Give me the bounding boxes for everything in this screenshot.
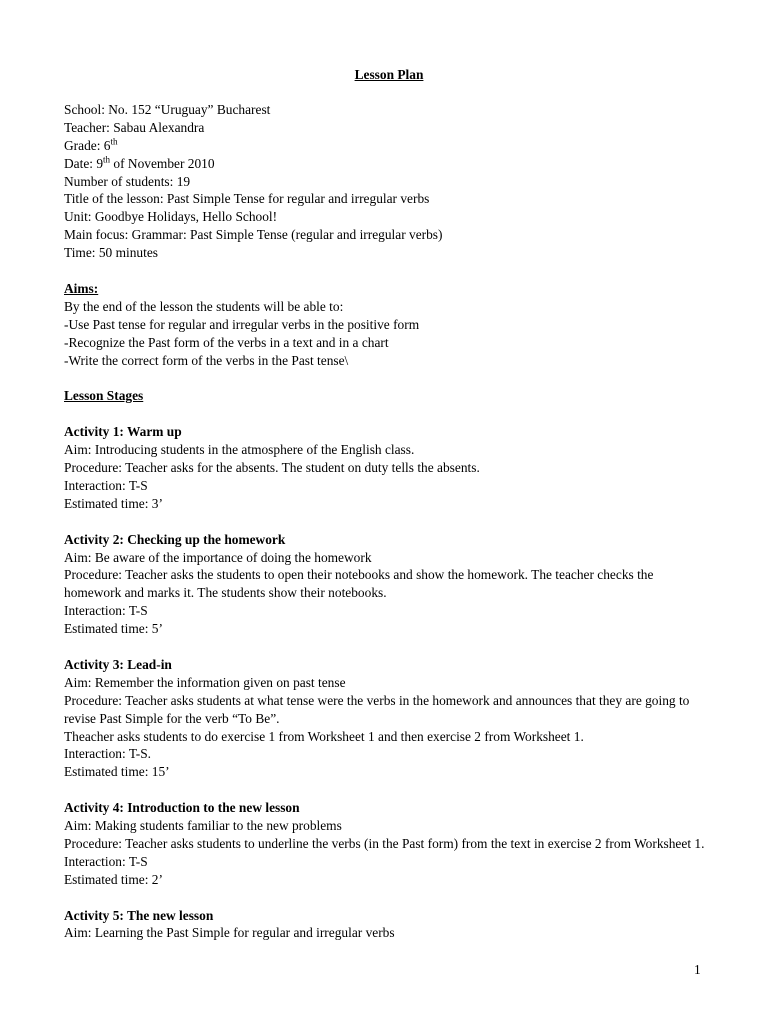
students-line: Number of students: 19 xyxy=(64,173,191,189)
activity-interaction: Interaction: T-S xyxy=(64,853,148,869)
activity-procedure: Procedure: Teacher asks students to underline the verbs (in the Past form) from the text in exercise 2 from Worksheet 1. xyxy=(64,835,705,851)
unit-line: Unit: Goodbye Holidays, Hello School! xyxy=(64,209,278,225)
activity-time: Estimated time: 5’ xyxy=(64,621,163,637)
page-number: 1 xyxy=(694,962,701,977)
time-line: Time: 50 minutes xyxy=(64,245,158,261)
date-rest: of November 2010 xyxy=(110,155,215,171)
activity-title: Activity 5: The new lesson xyxy=(64,907,214,923)
activity-time: Estimated time: 15’ xyxy=(64,764,170,780)
aims-item: -Write the correct form of the verbs in the Past tense\ xyxy=(64,352,349,368)
activity-time: Estimated time: 3’ xyxy=(64,495,163,511)
aims-item: -Recognize the Past form of the verbs in a text and in a chart xyxy=(64,334,389,350)
activity-aim: Aim: Learning the Past Simple for regular and irregular verbs xyxy=(64,925,395,941)
activity-procedure: Procedure: Teacher asks the students to open their notebooks and show the homework. The teacher checks the homework and marks it. The students show their notebooks. xyxy=(64,567,654,601)
grade-line xyxy=(64,137,714,155)
teacher-line: Teacher: Sabau Alexandra xyxy=(64,119,205,135)
grade-sup: th xyxy=(110,136,118,147)
aims-heading: Aims: xyxy=(64,280,99,296)
activity-interaction: Interaction: T-S xyxy=(64,603,148,619)
activity-title: Activity 2: Checking up the homework xyxy=(64,531,286,547)
document-page xyxy=(64,66,714,942)
activity-title: Activity 3: Lead-in xyxy=(64,656,172,672)
activity-time: Estimated time: 2’ xyxy=(64,871,163,887)
aims-intro: By the end of the lesson the students will be able to: xyxy=(64,298,344,314)
activity-aim: Aim: Be aware of the importance of doing the homework xyxy=(64,549,372,565)
school-line: School: No. 152 “Uruguay” Bucharest xyxy=(64,101,271,117)
stages-heading: Lesson Stages xyxy=(64,388,144,404)
date-day: Date: 9 xyxy=(64,155,104,171)
activity-aim: Aim: Remember the information given on past tense xyxy=(64,674,346,690)
focus-line: Main focus: Grammar: Past Simple Tense (regular and irregular verbs) xyxy=(64,227,443,243)
activity-procedure: Procedure: Teacher asks for the absents. The student on duty tells the absents. xyxy=(64,459,480,475)
activity-title: Activity 4: Introduction to the new lesson xyxy=(64,800,300,816)
date-line xyxy=(64,155,714,173)
activity-extra: Theacher asks students to do exercise 1 from Worksheet 1 and then exercise 2 from Worksheet 1. xyxy=(64,728,584,744)
activity-interaction: Interaction: T-S. xyxy=(64,746,152,762)
activity-aim: Aim: Making students familiar to the new problems xyxy=(64,818,342,834)
lesson-title-line: Title of the lesson: Past Simple Tense for regular and irregular verbs xyxy=(64,191,430,207)
activity-procedure: Procedure: Teacher asks students at what tense were the verbs in the homework and announces that they are going to revise Past Simple for the verb “To Be”. xyxy=(64,692,690,726)
activity-title: Activity 1: Warm up xyxy=(64,424,182,440)
grade-text: Grade: 6 xyxy=(64,137,111,153)
date-sup: th xyxy=(103,154,111,165)
aims-item: -Use Past tense for regular and irregular verbs in the positive form xyxy=(64,316,420,332)
activity-interaction: Interaction: T-S xyxy=(64,477,148,493)
document-title: Lesson Plan xyxy=(354,67,424,82)
activity-aim: Aim: Introducing students in the atmosphere of the English class. xyxy=(64,442,415,458)
